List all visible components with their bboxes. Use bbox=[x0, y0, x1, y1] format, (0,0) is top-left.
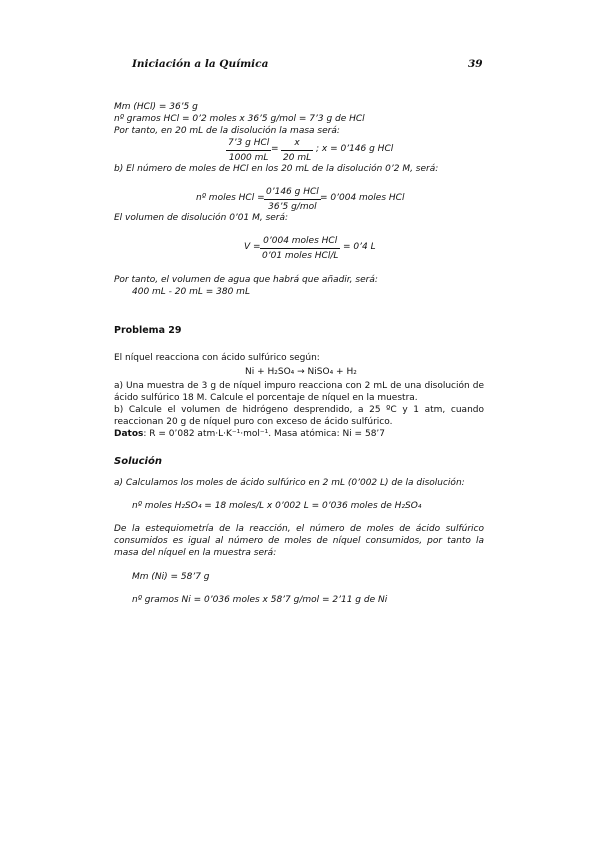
fraction-denominator: 0’01 moles HCl/L bbox=[262, 251, 339, 261]
problem-intro: El níquel reacciona con ácido sulfúrico según: bbox=[114, 353, 320, 363]
fraction-volume bbox=[260, 235, 340, 262]
grams-hcl-line: nº gramos HCl = 0’2 moles x 36’5 g/mol = 7’3 g de HCl bbox=[114, 114, 365, 124]
fraction-denominator: 36’5 g/mol bbox=[268, 202, 317, 212]
running-header-title: Iniciación a la Química bbox=[132, 58, 269, 70]
fraction-numerator: 0’146 g HCl bbox=[266, 187, 319, 197]
moles-hcl-lhs: nº moles HCl = bbox=[196, 193, 265, 203]
moles-hcl-rhs: = 0’004 moles HCl bbox=[320, 193, 405, 203]
molar-mass-ni: Mm (Ni) = 58’7 g bbox=[132, 572, 210, 582]
volume-lhs: V = bbox=[244, 242, 261, 252]
fraction-numerator: 7’3 g HCl bbox=[228, 138, 270, 148]
fraction-numerator: x bbox=[294, 138, 300, 148]
water-line: Por tanto, el volumen de agua que habrá que añadir, será: bbox=[114, 275, 378, 285]
moles-h2so4-line: nº moles H₂SO₄ = 18 moles/L x 0’002 L = 0’036 moles de H₂SO₄ bbox=[132, 501, 422, 511]
equals-sign: = bbox=[271, 144, 279, 154]
problem-data bbox=[114, 428, 385, 440]
page-number: 39 bbox=[468, 58, 483, 70]
fraction-x-per-20ml bbox=[281, 137, 313, 164]
molar-mass-hcl: Mm (HCl) = 36’5 g bbox=[114, 102, 198, 112]
fraction-numerator: 0’004 moles HCl bbox=[263, 236, 338, 246]
solution-heading: Solución bbox=[114, 456, 162, 467]
part-b-moles-line: b) El número de moles de HCl en los 20 mL de la disolución 0’2 M, será: bbox=[114, 164, 439, 174]
grams-ni-line: nº gramos Ni = 0’036 moles x 58’7 g/mol = 2’11 g de Ni bbox=[132, 595, 388, 605]
reaction-equation: Ni + H₂SO₄ → NiSO₄ + H₂ bbox=[245, 367, 357, 377]
stoichiometry-paragraph: De la estequiometría de la reacción, el número de moles de ácido sulfúrico consumidos es igual al número de moles de níquel consumidos, por tanto la masa del níquel en la muestra será: bbox=[114, 524, 484, 558]
data-text: : R = 0’082 atm·L·K⁻¹·mol⁻¹. Masa atómica: Ni = 58’7 bbox=[143, 429, 386, 439]
mass-in-20ml-line: Por tanto, en 20 mL de la disolución la masa será: bbox=[114, 126, 340, 136]
solution-part-a: a) Calculamos los moles de ácido sulfúrico en 2 mL (0’002 L) de la disolución: bbox=[114, 478, 465, 488]
data-label: Datos bbox=[114, 429, 144, 439]
fraction-denominator: 1000 mL bbox=[228, 153, 269, 163]
x-result: ; x = 0’146 g HCl bbox=[316, 144, 394, 154]
water-calc: 400 mL - 20 mL = 380 mL bbox=[132, 287, 250, 297]
fraction-denominator: 20 mL bbox=[283, 153, 312, 163]
volume-line: El volumen de disolución 0’01 M, será: bbox=[114, 213, 289, 223]
problem-part-a: a) Una muestra de 3 g de níquel impuro reacciona con 2 mL de una disolución de ácido sulfúrico 18 M. Calcule el porcentaje de níquel en la muestra. bbox=[114, 381, 484, 403]
fraction-hcl-per-1000ml bbox=[226, 137, 271, 164]
volume-rhs: = 0’4 L bbox=[343, 242, 376, 252]
fraction-moles-hcl bbox=[264, 186, 321, 213]
problem-part-b: b) Calcule el volumen de hidrógeno desprendido, a 25 ºC y 1 atm, cuando reaccionan 20 g de níquel puro con exceso de ácido sulfúrico. bbox=[114, 405, 484, 427]
problem-heading: Problema 29 bbox=[114, 325, 182, 336]
